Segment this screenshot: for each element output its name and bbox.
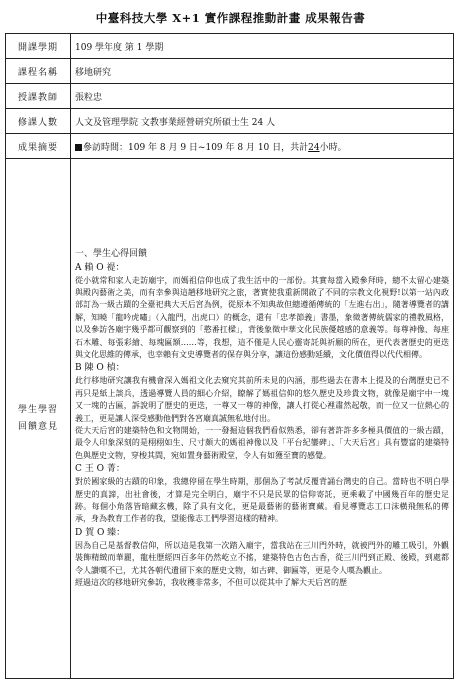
feedback-section-title: 一、學生心得回饋 bbox=[75, 248, 148, 259]
student-b-paragraph-1: 此行移地研究讓我有機會深入媽祖文化去窺究其前所未見的內涵，那些過去在書本上提及的台灣歷史已不再只是紙上談兵，透過導覽人員的細心介紹，瞭解了媽祖信仰的悠久歷史及珍貴文物，就像是廟宇中一塊又一塊的古匾，訴說明了歷史的更迭，一尊又一尊的神像，讓人打從心裡肅然起敬，而一位又一位熱心的義工，更是讓人深受感動他們對各宮廟真誠無私地付出。 bbox=[75, 376, 449, 423]
label-course: 課程名稱 bbox=[6, 59, 71, 84]
label-teacher: 授課教師 bbox=[6, 84, 71, 109]
checked-box-icon bbox=[75, 144, 82, 151]
summary-prefix: 參訪時間：109 年 8 月 9 日~109 年 8 月 10 日，共計 bbox=[83, 142, 309, 153]
label-students: 修課人數 bbox=[6, 109, 71, 134]
report-title: 中臺科技大學 X+1 實作課程推動計畫 成果報告書 bbox=[95, 11, 366, 25]
row-summary bbox=[6, 134, 454, 159]
student-a-paragraph: 從小就常和家人走訪廟宇，而媽祖信仰也成了我生活中的一部份。其實每當入殿參拜時，總不太留心建築與殿內藝術之美，而有幸參與這趟移地研究之旅，著實使我重新開啟了不同的宗教文化視野!以第一站內政部訂為一級古蹟的全臺祀典大天后宮為例，從原本不知典故但總遵循傳統的「左進右出」，隨著導覽者的講解，知曉「龍吟虎嘯」（入龍門，出虎口）的概念，還有「忠孝節義」書墨，象徵著傳統儒家的禮教風格，以及參訪各廟宇幾乎都可觀察到的「憨番扛樑」，背後象徵中華文化民族優越感的意義等。每尊神像、每座石木雕、每張彩繪、每塊匾額……等，我想，這不僅是人民心靈寄託與祈願的所在，更代表著歷史的更迭與文化思維的傳承，也幸賴有文史導覽者的保存與分享，讓這份感動延續，文化價值得以代代相傳。 bbox=[75, 275, 449, 359]
label-semester: 開課學期 bbox=[6, 34, 71, 59]
summary-hours: 24 bbox=[308, 142, 320, 153]
summary-suffix: 小時。 bbox=[319, 142, 347, 153]
feedback-content bbox=[71, 159, 454, 679]
row-feedback bbox=[6, 159, 454, 679]
student-c-name: C 王 O 菁： bbox=[75, 464, 125, 475]
label-feedback-line-1: 學生學習 bbox=[17, 404, 58, 415]
value-course: 移地研究 bbox=[71, 59, 454, 84]
value-summary bbox=[71, 134, 454, 159]
student-d-name: D 賀 O 臻： bbox=[75, 527, 126, 538]
row-students bbox=[6, 109, 454, 134]
label-summary: 成果摘要 bbox=[6, 134, 71, 159]
row-semester bbox=[6, 34, 454, 59]
label-feedback-line-2: 回饋意見 bbox=[17, 421, 58, 432]
row-teacher bbox=[6, 84, 454, 109]
student-b-paragraph-2: 從大天后宮的建築特色和文物開始，一一發掘這個我們看似熟悉，卻有著許許多多極具價值的一級古蹟，最令人印象深刻的是栩栩如生、尺寸頗大的媽祖神像以及「平台紀鑾碑」、「大天后宮」具有豐富的建築特色與歷史文物，穿梭其間，宛如置身藝術殿堂，令人有如獲至寶的感覺。 bbox=[75, 426, 449, 460]
value-students: 人文及管理學院 文教事業經營研究所碩士生 24 人 bbox=[71, 109, 454, 134]
label-feedback bbox=[6, 159, 71, 679]
row-course bbox=[6, 59, 454, 84]
student-b-name: B 陳 O 楨： bbox=[75, 363, 125, 374]
student-d-paragraph-2: 經過這次的移地研究參訪，我收穫非常多，不但可以從其中了解大天后宮的歷 bbox=[75, 578, 347, 588]
student-c-paragraph: 對於國家級的古蹟的印象，我總停留在學生時期，那個為了考試反覆背誦台灣史的自己。當時也不明白學歷史的真諦，出社會後，才算是完全明白，廟宇不只是民眾的信仰寄託，更乘載了中國幾百年的歷史足跡。每個小角落皆暗藏玄機，除了具有文化，更是最藝術的藝術寶藏。看見導覽志工口沫橫飛無私的傳承，身為教育工作者的我，望能像志工們學習這樣的精神。 bbox=[75, 477, 449, 524]
value-semester: 109 學年度 第 1 學期 bbox=[71, 34, 454, 59]
report-form-table bbox=[5, 33, 454, 679]
value-teacher: 張粒忠 bbox=[71, 84, 454, 109]
student-d-paragraph-1: 因為自己是基督教信仰，所以這是我第一次踏入廟宇，當我站在三川門外時，就被門外的雕工吸引，外觀裝飾精緻而華麗，龍柱歷經四百多年仍然屹立不搖，建築特色古色古香，從三川門到正殿、後殿，到處都令人讚嘆不已，尤其各朝代遺留下來的歷史文物，如古碑、御匾等，更是令人嘆為觀止。 bbox=[75, 540, 449, 575]
student-a-name: A 賴 O 褆： bbox=[75, 262, 125, 273]
